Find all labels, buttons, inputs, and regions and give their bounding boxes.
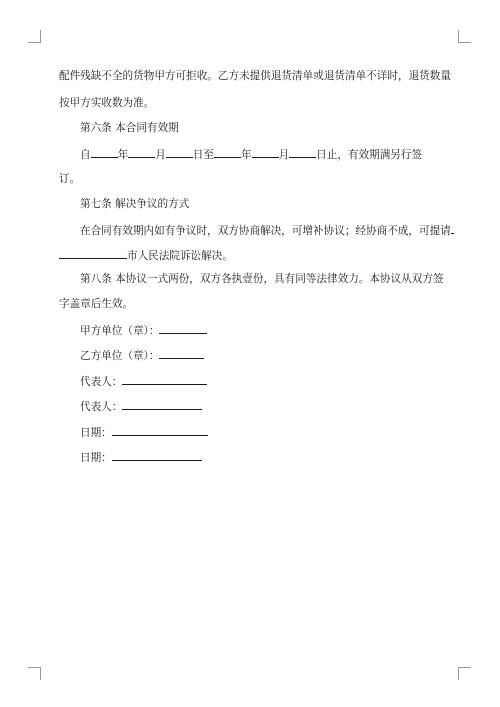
from-label: 自 (80, 149, 91, 161)
crop-mark-top-right (458, 30, 471, 43)
representative-line: 代表人： (80, 398, 444, 414)
article-6-heading: 第六条 本合同有效期 (80, 122, 179, 134)
blank-field[interactable] (252, 146, 279, 158)
party-b-signature-line: 乙方单位（章）： (80, 347, 444, 363)
date-blank[interactable] (112, 424, 208, 436)
representative-blank[interactable] (122, 373, 207, 385)
blank-field[interactable] (289, 146, 316, 158)
tail-text: 日止，有效期满另行签 (316, 149, 423, 161)
blank-field[interactable] (214, 146, 241, 158)
crop-mark-bottom-right (458, 667, 471, 680)
court-line: 市人民法院诉讼解决。 (59, 247, 444, 263)
day-to-label: 日至 (192, 149, 214, 161)
year-label: 年 (240, 149, 252, 161)
party-a-blank[interactable] (159, 322, 207, 334)
blank-field[interactable] (451, 222, 454, 234)
blank-field[interactable] (128, 146, 155, 158)
month-label: 月 (278, 149, 290, 161)
crop-mark-bottom-left (28, 667, 41, 680)
date-line: 日期： (80, 449, 444, 465)
representative-blank[interactable] (122, 398, 202, 410)
date-blank[interactable] (112, 449, 202, 461)
paragraph-line: 配件残缺不全的货物甲方可拒收。乙方未提供退货清单或退货清单不详时，退货数量 (59, 70, 451, 82)
article-7-heading: 第七条 解决争议的方式 (80, 198, 190, 210)
blank-field[interactable] (91, 146, 118, 158)
party-b-blank[interactable] (159, 347, 204, 359)
paragraph-line: 订。 (59, 173, 81, 185)
blank-field[interactable] (166, 146, 193, 158)
paragraph-line: 字盖章后生效。 (59, 298, 134, 310)
article-8-line: 第八条 本协议一式两份，双方各执壹份，具有同等法律效力。本协议从双方签 (80, 273, 444, 285)
year-label: 年 (117, 149, 129, 161)
party-a-signature-line: 甲方单位（章）： (80, 322, 444, 338)
paragraph-line: 按甲方实收数为准。 (59, 97, 155, 109)
blank-field[interactable] (59, 247, 127, 259)
validity-period-line (80, 146, 444, 162)
crop-mark-top-left (28, 30, 41, 43)
representative-line: 代表人： (80, 373, 444, 389)
paragraph-line: 在合同有效期内如有争议时，双方协商解决，可增补协议；经协商不成，可提请 (80, 222, 444, 238)
month-label: 月 (155, 149, 166, 161)
date-line: 日期： (80, 424, 444, 440)
